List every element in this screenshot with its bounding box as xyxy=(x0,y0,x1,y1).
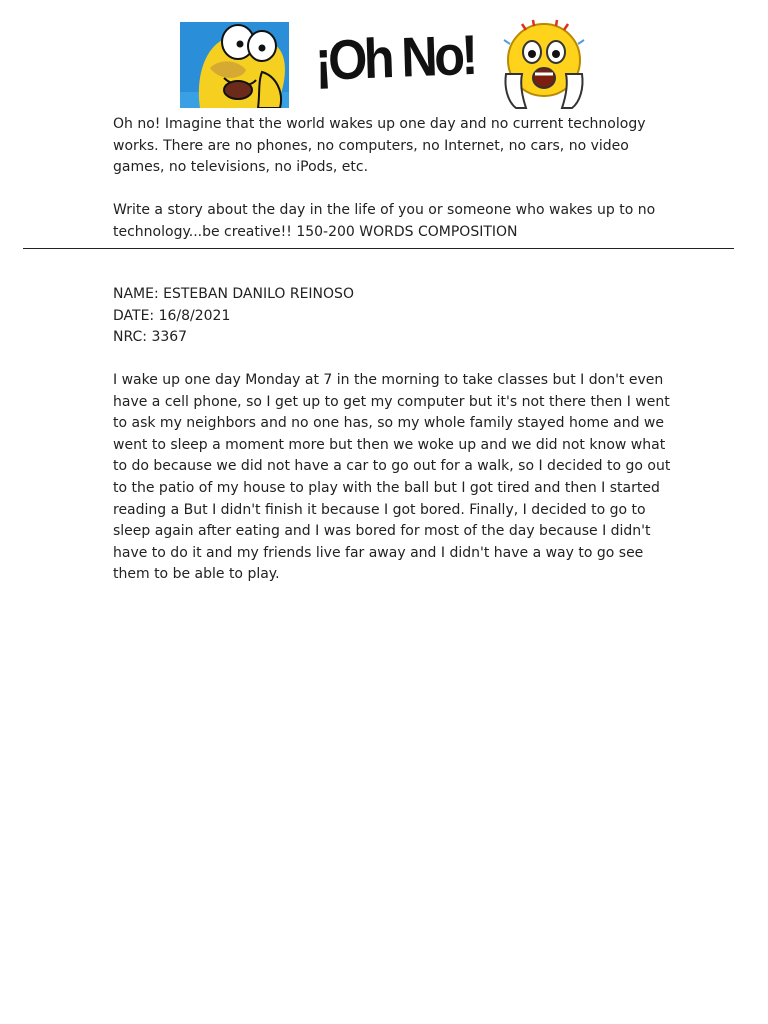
oh-no-logo: ¡Oh No! xyxy=(313,22,476,92)
nrc-number: NRC: 3367 xyxy=(113,329,188,346)
submission-date: DATE: 16/8/2021 xyxy=(113,307,231,324)
scared-emoji-icon xyxy=(498,18,590,110)
story-body xyxy=(113,370,673,586)
prompt-paragraph: Write a story about the day in the life of you or someone who wakes up to no technology...be creative!! 150-200 WORDS COMPOSITION xyxy=(113,202,656,240)
story-paragraph: I wake up one day Monday at 7 in the morning to take classes but I don't even have a cell phone, so I get up to get my computer but it's not there then I went to ask my neighbors and no one has, so my whole family stayed home and we went to sleep a moment more but then we woke up and we did not know what to do because we did not have a car to go out for a walk, so I decided to go out to the patio of my house to play with the ball but I got tired and then I started reading a But I didn't finish it because I got bored. Finally, I decided to go to sleep again after eating and I was bored for most of the day because I didn't have to do it and my friends live far away and I didn't have a way to go see them to be able to play. xyxy=(113,372,671,583)
homer-shocked-icon xyxy=(180,22,289,108)
assignment-prompt xyxy=(113,200,673,243)
student-name: NAME: ESTEBAN DANILO REINOSO xyxy=(113,286,354,302)
intro-paragraph: Oh no! Imagine that the world wakes up one day and no current technology works. There are no phones, no computers, no Internet, no cars, no video games, no televisions, no iPods, etc. xyxy=(113,116,646,176)
student-info xyxy=(113,284,673,349)
horizontal-divider xyxy=(23,248,734,249)
header-images xyxy=(0,18,768,110)
assignment-intro xyxy=(113,114,673,179)
